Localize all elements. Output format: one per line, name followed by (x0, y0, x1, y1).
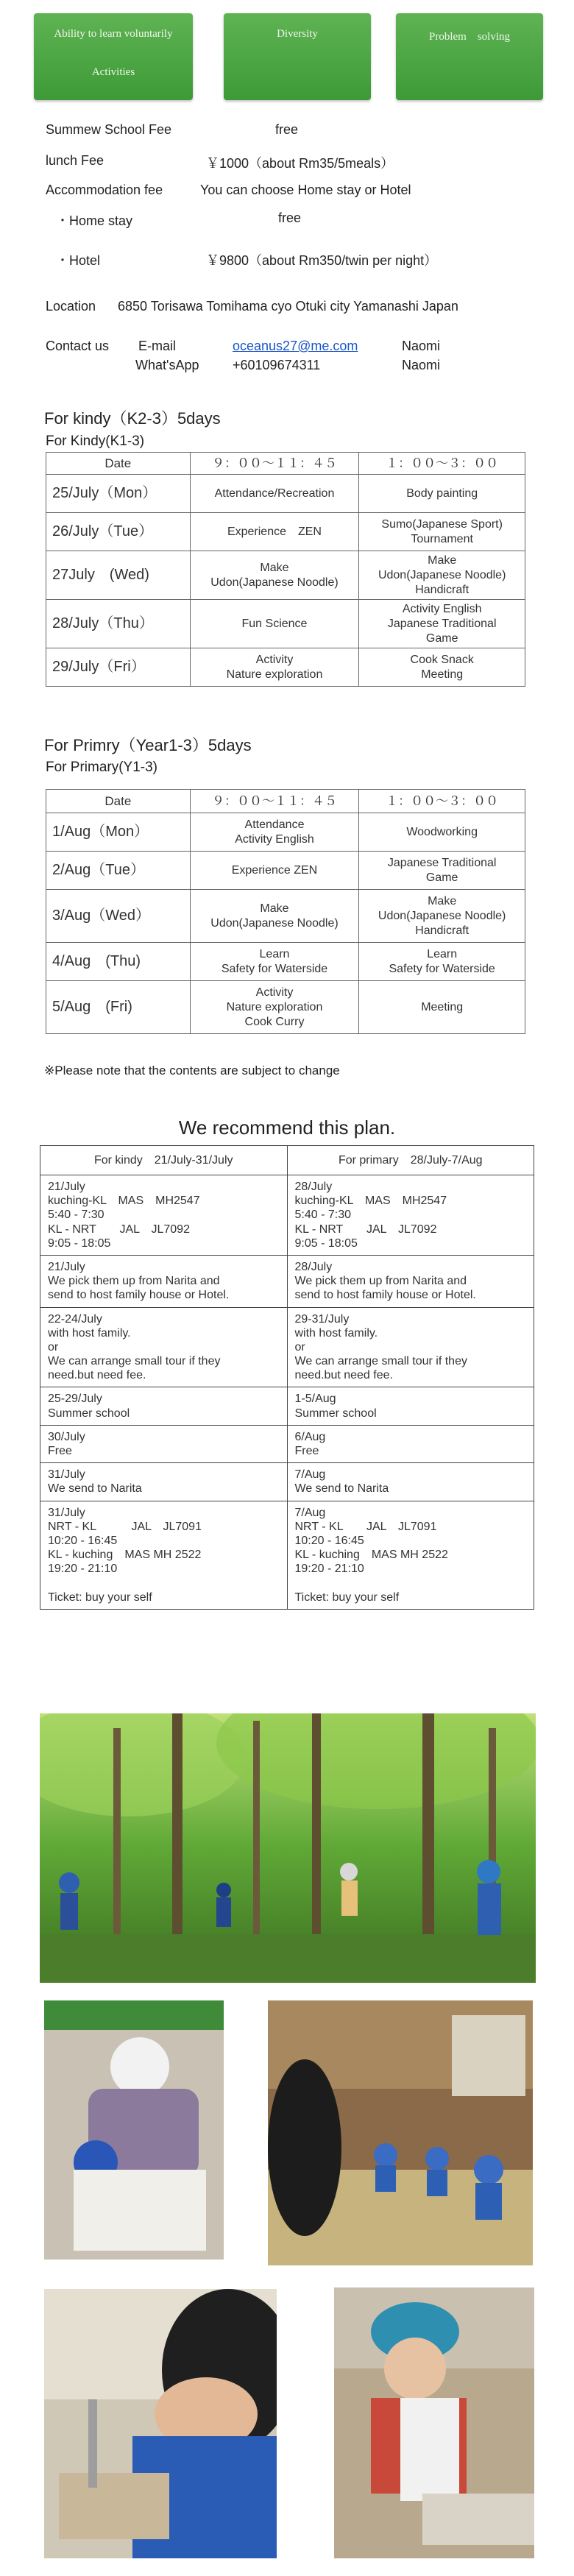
afternoon-activity: Sumo(Japanese Sport) Tournament (359, 513, 525, 551)
schedule-note: ※Please note that the contents are subject to change (44, 1064, 340, 1078)
email-contact-name: Naomi (402, 339, 441, 353)
plan-primary-cell (287, 1463, 534, 1501)
plan-header-row (40, 1146, 534, 1175)
plan-line: We send to Narita (48, 1482, 142, 1496)
learn-voluntarily-button[interactable] (34, 13, 193, 100)
plan-kindy-cell (40, 1387, 288, 1425)
whatsapp-label: What'sApp (135, 358, 199, 372)
table-row (46, 890, 525, 943)
problem-solving-button[interactable] (396, 13, 543, 100)
morning-activity: Learn Safety for Waterside (190, 943, 359, 981)
plan-row (40, 1501, 534, 1609)
plan-spacer (48, 1577, 280, 1590)
plan-line: kuching-KL MAS MH2547 (48, 1195, 200, 1208)
diversity-button[interactable] (224, 13, 371, 100)
afternoon-activity: Meeting (359, 981, 525, 1034)
header-afternoon: １：００～３：００ (359, 790, 525, 813)
plan-line: 21/July (48, 1260, 85, 1273)
date-cell: 1/Aug（Mon） (46, 813, 191, 852)
plan-kindy-cell (40, 1307, 288, 1387)
morning-activity: Activity Nature exploration (190, 648, 359, 687)
plan-line: kuching-KL MAS MH2547 (294, 1195, 447, 1208)
morning-activity: Make Udon(Japanese Noodle) (190, 890, 359, 943)
plan-row (40, 1387, 534, 1425)
afternoon-activity: Make Udon(Japanese Noodle) Handicraft (359, 551, 525, 600)
plan-line: 19:20 - 21:10 (48, 1563, 118, 1576)
table-header-row (46, 453, 525, 475)
plan-kindy-header: For kindy 21/July-31/July (40, 1146, 288, 1175)
plan-primary-cell (287, 1175, 534, 1256)
plan-primary-cell (287, 1425, 534, 1462)
primary-section-subtitle: For Primary(Y1-3) (46, 760, 158, 775)
table-row (46, 981, 525, 1034)
plan-row (40, 1425, 534, 1462)
date-cell: 2/Aug（Tue） (46, 852, 191, 890)
morning-activity: Make Udon(Japanese Noodle) (190, 551, 359, 600)
date-cell: 3/Aug（Wed） (46, 890, 191, 943)
afternoon-activity: Woodworking (359, 813, 525, 852)
table-header-row (46, 790, 525, 813)
plan-title: We recommend this plan. (178, 1117, 396, 1139)
plan-line: 21/July (48, 1181, 85, 1193)
table-row (46, 943, 525, 981)
morning-activity: Experience ZEN (190, 513, 359, 551)
hotel-label: ・Hotel (56, 253, 101, 268)
plan-line: 7/Aug (294, 1468, 326, 1482)
plan-line: 1-5/Aug (294, 1393, 336, 1406)
plan-line: Ticket: buy your self (48, 1590, 152, 1604)
plan-primary-cell (287, 1255, 534, 1307)
plan-line: send to host family house or Hotel. (294, 1289, 476, 1302)
afternoon-activity: Cook Snack Meeting (359, 648, 525, 687)
plan-line: We can arrange small tour if they (294, 1355, 467, 1368)
summer-fee-label: Summew School Fee (46, 122, 172, 137)
table-row (46, 475, 525, 513)
accommodation-label: Accommodation fee (46, 183, 163, 197)
udon-making-photo (44, 2000, 224, 2260)
top-buttons (28, 13, 543, 102)
plan-line: or (48, 1340, 59, 1354)
button-label: Activities (91, 66, 135, 78)
plan-line: with host family. (48, 1326, 131, 1340)
plan-kindy-cell (40, 1255, 288, 1307)
plan-line: 22-24/July (48, 1312, 102, 1326)
header-date: Date (46, 453, 191, 475)
plan-line: 5:40 - 7:30 (48, 1209, 104, 1222)
plan-line: 19:20 - 21:10 (294, 1563, 364, 1576)
date-cell: 5/Aug (Fri) (46, 981, 191, 1034)
morning-activity: Experience ZEN (190, 852, 359, 890)
table-row (46, 551, 525, 600)
plan-line: KL - kuching MAS MH 2522 (48, 1549, 202, 1562)
location-label: Location (46, 299, 96, 314)
header-date: Date (46, 790, 191, 813)
plan-line: NRT - KL JAL JL7091 (294, 1520, 437, 1533)
table-row (46, 600, 525, 648)
cooking-photo (334, 2287, 534, 2558)
table-row (46, 852, 525, 890)
plan-primary-cell (287, 1307, 534, 1387)
afternoon-activity: Activity English Japanese Traditional Game (359, 600, 525, 648)
plan-line: 5:40 - 7:30 (294, 1209, 351, 1222)
plan-line: need.but need fee. (294, 1369, 393, 1382)
plan-kindy-cell (40, 1463, 288, 1501)
hotel-value: ￥9800（about Rm350/twin per night） (206, 253, 438, 268)
morning-activity: Fun Science (190, 600, 359, 648)
table-row (46, 648, 525, 687)
date-cell: 25/July（Mon） (46, 475, 191, 513)
kindy-section-subtitle: For Kindy(K1-3) (46, 434, 145, 449)
plan-row (40, 1255, 534, 1307)
lunch-fee-label: lunch Fee (46, 153, 104, 168)
date-cell: 4/Aug (Thu) (46, 943, 191, 981)
header-morning: ９：００～１１：４５ (190, 790, 359, 813)
button-label: Problem solving (428, 31, 510, 43)
plan-line: KL - NRT JAL JL7092 (48, 1222, 190, 1236)
kindy-section-title: For kindy（K2-3）5days (44, 409, 221, 428)
plan-line: 28/July (294, 1181, 333, 1193)
plan-line: 10:20 - 16:45 (294, 1534, 364, 1547)
plan-line: 31/July (48, 1506, 85, 1519)
plan-line: 9:05 - 18:05 (294, 1236, 358, 1250)
kindy-schedule-table (46, 452, 525, 687)
plan-line: We pick them up from Narita and (48, 1275, 220, 1288)
table-row (46, 813, 525, 852)
plan-line: We pick them up from Narita and (294, 1275, 467, 1288)
woodworking-photo (44, 2289, 277, 2558)
plan-line: with host family. (294, 1326, 378, 1340)
plan-line: send to host family house or Hotel. (48, 1289, 230, 1302)
plan-primary-header: For primary 28/July-7/Aug (287, 1146, 534, 1175)
accommodation-value: You can choose Home stay or Hotel (200, 183, 411, 197)
date-cell: 26/July（Tue） (46, 513, 191, 551)
date-cell: 29/July（Fri） (46, 648, 191, 687)
plan-line: Summer school (294, 1406, 377, 1420)
homestay-value: free (278, 210, 302, 225)
plan-primary-cell (287, 1501, 534, 1609)
plan-kindy-cell (40, 1425, 288, 1462)
plan-spacer (295, 1577, 527, 1590)
plan-kindy-cell (40, 1501, 288, 1609)
button-label: Ability to learn voluntarily (54, 28, 173, 40)
location-value: 6850 Torisawa Tomihama cyo Otuki city Yamanashi Japan (118, 299, 458, 314)
table-row (46, 513, 525, 551)
morning-activity: Attendance Activity English (190, 813, 359, 852)
zen-temple-photo (268, 2000, 533, 2265)
plan-line: We send to Narita (294, 1482, 389, 1496)
afternoon-activity: Make Udon(Japanese Noodle) Handicraft (359, 890, 525, 943)
contact-label: Contact us (46, 339, 110, 353)
summer-fee-value: free (275, 122, 299, 137)
plan-kindy-cell (40, 1175, 288, 1256)
plan-line: Summer school (48, 1406, 130, 1420)
date-cell: 27July (Wed) (46, 551, 191, 600)
morning-activity: Activity Nature exploration Cook Curry (190, 981, 359, 1034)
lunch-fee-value: ￥1000（about Rm35/5meals） (206, 156, 394, 171)
afternoon-activity: Body painting (359, 475, 525, 513)
plan-line: Ticket: buy your self (294, 1590, 400, 1604)
date-cell: 28/July（Thu） (46, 600, 191, 648)
plan-line: Free (48, 1445, 72, 1457)
button-label: Diversity (277, 28, 318, 40)
primary-section-title: For Primry（Year1-3）5days (44, 736, 252, 754)
plan-line: 28/July (294, 1260, 333, 1273)
primary-schedule-table (46, 789, 525, 1034)
plan-line: NRT - KL JAL JL7091 (48, 1520, 202, 1533)
email-link[interactable]: oceanus27@me.com (233, 339, 358, 353)
whatsapp-number: +60109674311 (233, 358, 321, 372)
header-afternoon: １：００～３：００ (359, 453, 525, 475)
email-label: E-mail (138, 339, 177, 353)
plan-row (40, 1175, 534, 1256)
plan-line: KL - NRT JAL JL7092 (294, 1222, 437, 1236)
plan-line: 29-31/July (294, 1312, 350, 1326)
whatsapp-contact-name: Naomi (402, 358, 441, 372)
plan-line: 30/July (48, 1430, 85, 1443)
plan-line: 6/Aug (294, 1430, 326, 1443)
plan-line: 10:20 - 16:45 (48, 1534, 118, 1547)
plan-line: 7/Aug (294, 1506, 326, 1519)
plan-primary-cell (287, 1387, 534, 1425)
plan-line: 25-29/July (48, 1393, 102, 1406)
plan-row (40, 1307, 534, 1387)
afternoon-activity: Japanese Traditional Game (359, 852, 525, 890)
plan-line: or (294, 1340, 305, 1354)
plan-row (40, 1463, 534, 1501)
forest-group-photo (40, 1713, 536, 1983)
plan-table (40, 1145, 534, 1610)
homestay-label: ・Home stay (56, 213, 133, 228)
plan-line: need.but need fee. (48, 1369, 146, 1382)
plan-line: KL - kuching MAS MH 2522 (294, 1549, 448, 1562)
morning-activity: Attendance/Recreation (190, 475, 359, 513)
plan-line: Free (294, 1445, 319, 1457)
plan-line: 31/July (48, 1468, 85, 1482)
header-morning: ９：００～１１：４５ (190, 453, 359, 475)
plan-line: 9:05 - 18:05 (48, 1236, 111, 1250)
plan-line: We can arrange small tour if they (48, 1355, 221, 1368)
afternoon-activity: Learn Safety for Waterside (359, 943, 525, 981)
